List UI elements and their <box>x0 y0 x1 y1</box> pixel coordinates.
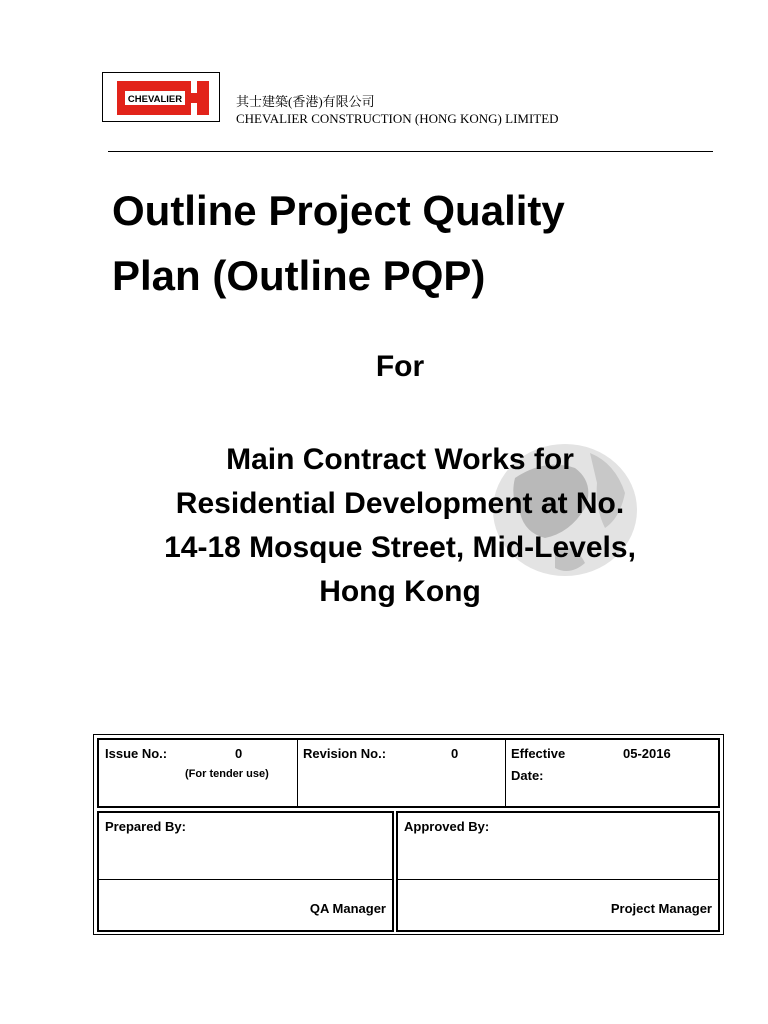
approved-by-cell <box>396 811 720 932</box>
project-line: 14-18 Mosque Street, Mid-Levels, <box>164 531 636 564</box>
project-line: Hong Kong <box>319 575 481 608</box>
signature-divider <box>99 879 392 880</box>
company-name <box>236 93 559 127</box>
company-name-english: CHEVALIER CONSTRUCTION (HONG KONG) LIMITED <box>236 111 559 126</box>
effective-date-cell <box>505 740 720 806</box>
prepared-by-cell <box>97 811 394 932</box>
project-line: Main Contract Works for <box>226 443 574 476</box>
project-name <box>110 438 690 614</box>
issue-note: (For tender use) <box>185 768 269 780</box>
effective-label: Effective <box>511 746 566 761</box>
title-line: Outline Project Quality <box>112 187 565 234</box>
chevalier-logo-mark <box>117 81 209 115</box>
prepared-by-role: QA Manager <box>309 901 386 916</box>
company-name-chinese: 其士建築(香港)有限公司 <box>236 94 375 109</box>
effective-date-value: 05-2016 <box>623 746 671 761</box>
revision-cell <box>297 740 506 806</box>
approved-by-label: Approved By: <box>404 819 490 834</box>
signature-divider <box>398 879 718 880</box>
issue-value: 0 <box>235 746 243 761</box>
for-label: For <box>375 350 425 383</box>
header-divider <box>108 151 713 152</box>
issue-cell <box>99 740 298 806</box>
revision-value: 0 <box>451 746 459 761</box>
document-control-table <box>93 734 724 935</box>
revision-label: Revision No.: <box>303 746 387 761</box>
approved-by-role: Project Manager <box>610 901 712 916</box>
project-line: Residential Development at No. <box>175 487 625 520</box>
company-logo <box>102 72 220 122</box>
document-title <box>112 178 712 308</box>
title-line: Plan (Outline PQP) <box>112 252 486 299</box>
issue-row <box>97 738 720 808</box>
logo-text: CHEVALIER <box>127 94 183 105</box>
prepared-by-label: Prepared By: <box>105 819 186 834</box>
date-label: Date: <box>511 768 544 783</box>
issue-label: Issue No.: <box>105 746 168 761</box>
